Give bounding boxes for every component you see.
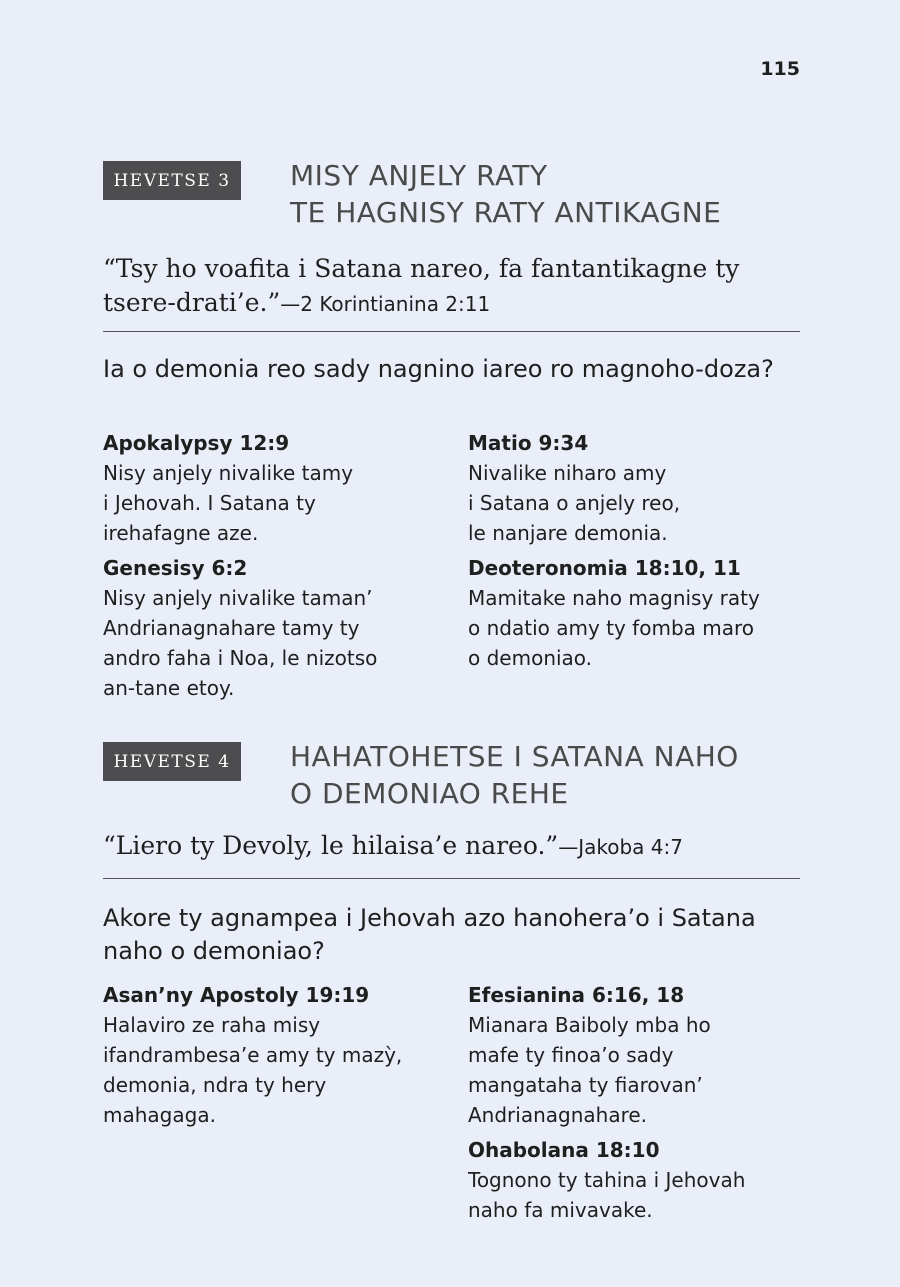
left-scripture-column xyxy=(103,980,443,1135)
scripture-reference: Asan’ny Apostoly 19:19 xyxy=(103,983,370,1007)
page-number: 115 xyxy=(760,58,800,80)
lesson-badge: HEVETSE 3 xyxy=(103,161,241,200)
scripture-item xyxy=(103,553,443,703)
scripture-reference: Ohabolana 18:10 xyxy=(468,1138,660,1162)
scripture-item xyxy=(468,553,808,673)
scripture-reference: Genesisy 6:2 xyxy=(103,556,248,580)
scripture-reference: Apokalypsy 12:9 xyxy=(103,431,290,455)
right-scripture-column xyxy=(468,980,808,1230)
scripture-summary: Mamitake naho magnisy raty o ndatio amy ty fomba maro o demoniao. xyxy=(468,586,760,670)
scripture-summary: Halaviro ze raha misy ifandrambesa’e amy ty mazỳ, demonia, ndra ty hery mahagaga. xyxy=(103,1013,403,1127)
scripture-reference: Efesianina 6:16, 18 xyxy=(468,983,685,1007)
lesson-badge: HEVETSE 4 xyxy=(103,742,241,781)
left-scripture-column xyxy=(103,428,443,708)
scripture-summary: Nivalike niharo amy i Satana o anjely reo, le nanjare demonia. xyxy=(468,461,681,545)
lesson-title: HAHATOHETSE I SATANA NAHO O DEMONIAO REHE xyxy=(290,740,739,810)
scripture-item xyxy=(468,980,808,1130)
study-question: Akore ty agnampea i Jehovah azo hanohera’o i Satana naho o demoniao? xyxy=(103,904,756,965)
scripture-summary: Nisy anjely nivalike taman’ Andrianagnahare tamy ty andro faha i Noa, le nizotso an-tane etoy. xyxy=(103,586,378,700)
lesson-title: MISY ANJELY RATY TE HAGNISY RATY ANTIKAGNE xyxy=(290,159,722,229)
divider-rule xyxy=(103,331,800,332)
study-question: Ia o demonia reo sady nagnino iareo ro magnoho-doza? xyxy=(103,355,774,383)
quote-text: “Liero ty Devoly, le hilaisa’e nareo.” xyxy=(103,831,559,860)
theme-scripture-quote xyxy=(103,252,803,321)
scripture-item xyxy=(468,428,808,548)
scripture-reference: Deoteronomia 18:10, 11 xyxy=(468,556,741,580)
scripture-summary: Mianara Baiboly mba ho mafe ty finoa’o sady mangataha ty fiarovan’ Andrianagnahare. xyxy=(468,1013,711,1127)
quote-reference: —Jakoba 4:7 xyxy=(558,835,683,859)
quote-text: “Tsy ho voafita i Satana nareo, fa fantantikagne ty tsere-drati’e.” xyxy=(103,254,740,317)
scripture-item xyxy=(103,428,443,548)
divider-rule xyxy=(103,878,800,879)
scripture-summary: Nisy anjely nivalike tamy i Jehovah. I Satana ty irehafagne aze. xyxy=(103,461,354,545)
scripture-reference: Matio 9:34 xyxy=(468,431,589,455)
scripture-summary: Tognono ty tahina i Jehovah naho fa mivavake. xyxy=(468,1168,746,1222)
right-scripture-column xyxy=(468,428,808,678)
scripture-item xyxy=(103,980,443,1130)
theme-scripture-quote xyxy=(103,829,803,864)
quote-reference: —2 Korintianina 2:11 xyxy=(280,292,491,316)
scripture-item xyxy=(468,1135,808,1225)
